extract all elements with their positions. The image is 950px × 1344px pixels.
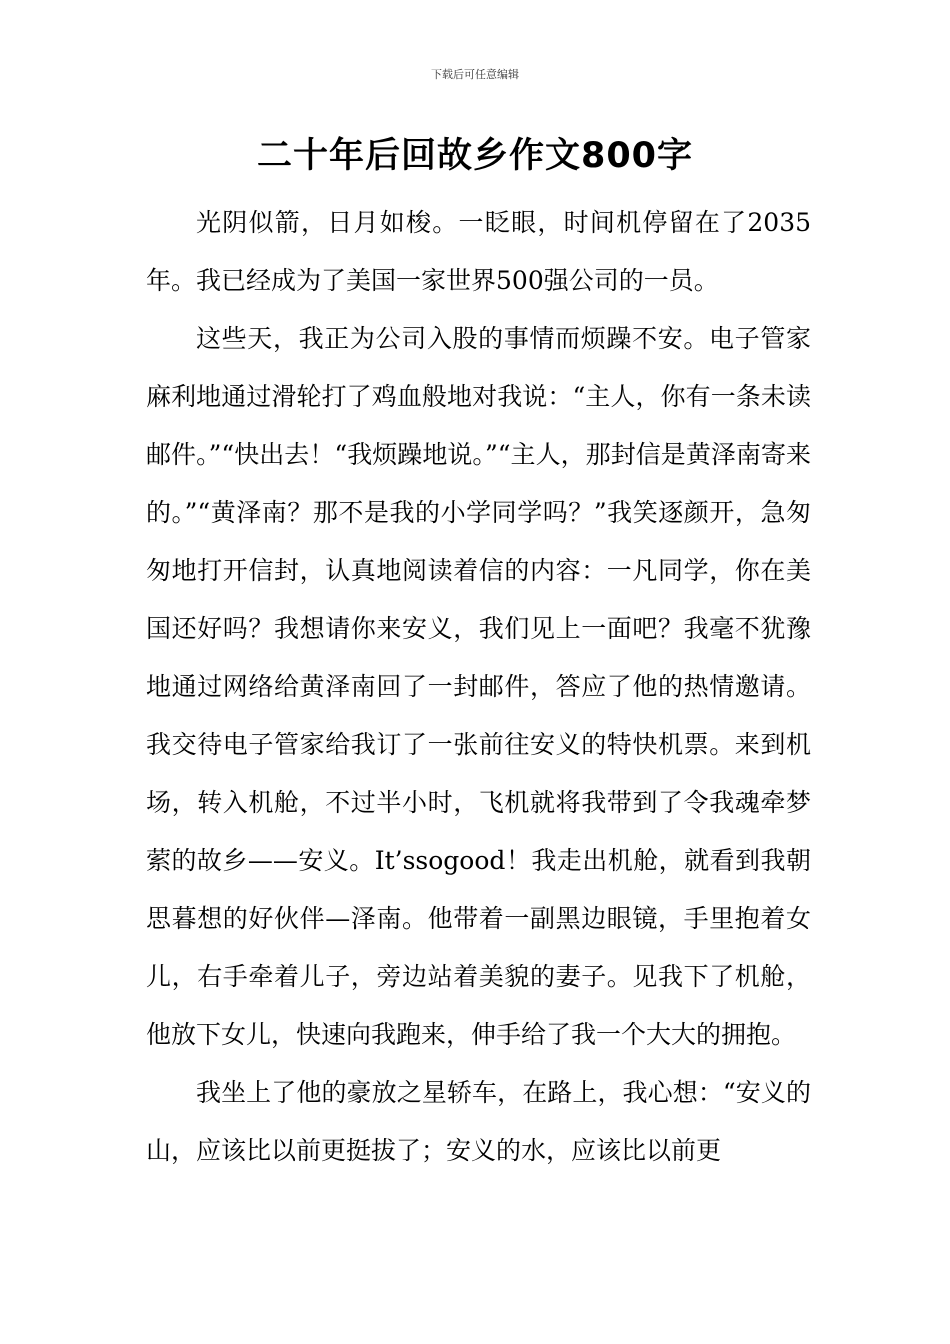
paragraph-1: 光阴似箭，日月如梭。一眨眼，时间机停留在了2035年。我已经成为了美国一家世界500强公司的一员。 [146, 208, 811, 295]
document-title: 二十年后回故乡作文800字 [256, 136, 694, 176]
paragraph-3: 我坐上了他的豪放之星轿车，在路上，我心想：“安义的山，应该比以前更挺拔了；安义的水，应该比以前更 [146, 1078, 811, 1165]
header-note: 下载后可任意编辑 [431, 68, 519, 81]
paragraph-2: 这些天，我正为公司入股的事情而烦躁不安。电子管家麻利地通过滑轮打了鸡血般地对我说：“主人，你有一条未读邮件。”“快出去！“我烦躁地说。”“主人，那封信是黄泽南寄来的。”“黄泽南？那不是我的小学同学吗？”我笑逐颜开，急匆匆地打开信封，认真地阅读着信的内容：一凡同学，你在美国还好吗？我想请你来安义，我们见上一面吧？我毫不犹豫地通过网络给黄泽南回了一封邮件，答应了他的热情邀请。我交待电子管家给我订了一张前往安义的特快机票。来到机场，转入机舱，不过半小时，飞机就将我带到了令我魂牵梦萦的故乡——安义。It’ssogood！我走出机舱，就看到我朝思暮想的好伙伴—泽南。他带着一副黑边眼镜，手里抱着女儿，右手牵着儿子，旁边站着美貌的妻子。见我下了机舱，他放下女儿，快速向我跑来，伸手给了我一个大大的拥抱。 [146, 324, 811, 1049]
document-body [146, 194, 811, 1180]
